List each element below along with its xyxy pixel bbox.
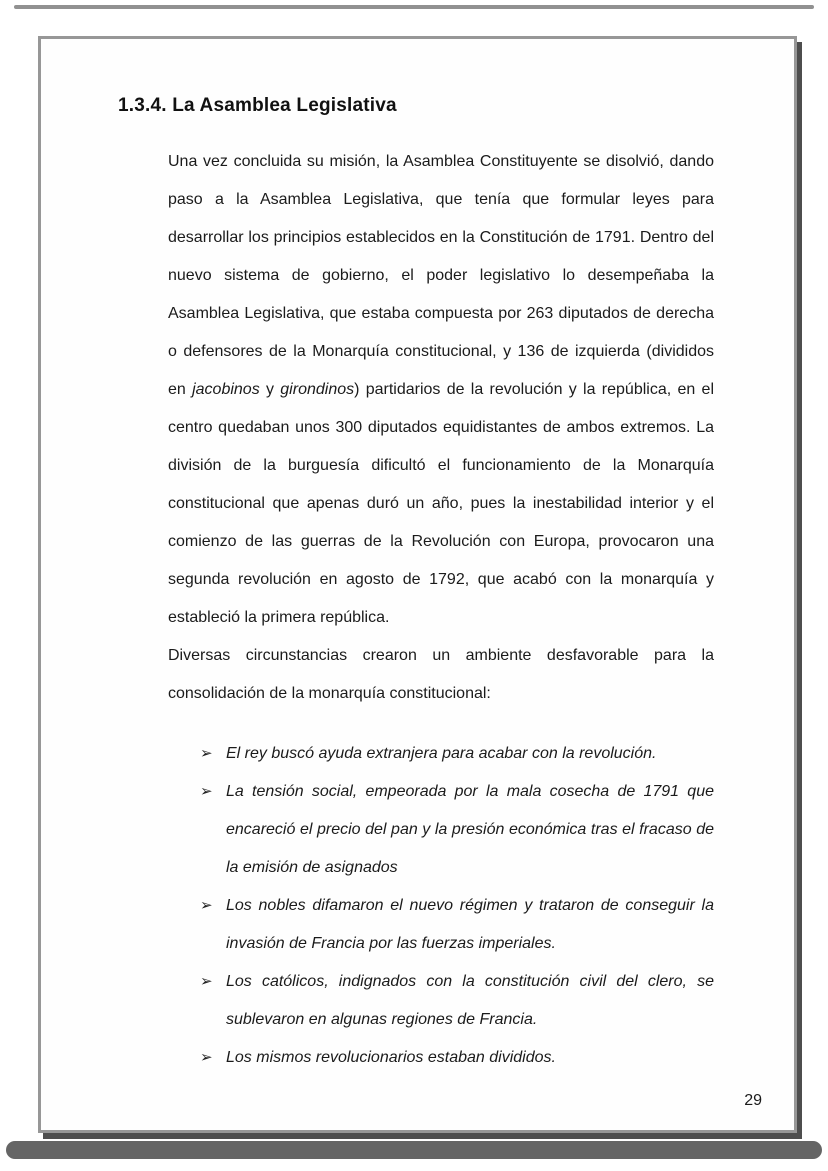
term-girondinos: girondinos bbox=[280, 381, 355, 398]
list-item bbox=[200, 735, 714, 773]
arrow-bullet-icon: ➢ bbox=[200, 783, 213, 800]
list-item bbox=[200, 963, 714, 1039]
list-item-text: Los nobles difamaron el nuevo régimen y trataron de conseguir la invasión de Francia por las fuerzas imperiales. bbox=[226, 897, 714, 952]
paragraph-1-text-b: ) partidarios de la revolución y la república, en el centro quedaban unos 300 diputados equidistantes de ambos extremos. La división de la burguesía dificultó el funcionamiento de la Monarquía constitucional que apenas duró un año, pues la inestabilidad interior y el comienzo de las guerras de la Revolución con Europa, provocaron una segunda revolución en agosto de 1792, que acabó con la monarquía y estableció la primera república. bbox=[168, 381, 714, 626]
page-number: 29 bbox=[744, 1092, 762, 1109]
term-jacobinos: jacobinos bbox=[192, 381, 260, 398]
list-item-text: El rey buscó ayuda extranjera para acabar con la revolución. bbox=[226, 745, 657, 762]
adjacent-page-edge-top bbox=[14, 5, 814, 9]
arrow-bullet-icon: ➢ bbox=[200, 1049, 213, 1066]
list-item-text: Los católicos, indignados con la constitución civil del clero, se sublevaron en algunas regiones de Francia. bbox=[226, 973, 714, 1028]
arrow-bullet-icon: ➢ bbox=[200, 745, 213, 762]
paragraph-1-text-a: Una vez concluida su misión, la Asamblea Constituyente se disolvió, dando paso a la Asamblea Legislativa, que tenía que formular leyes para desarrollar los principios establecidos en la Constitución de 1791. Dentro del nuevo sistema de gobierno, el poder legislativo lo desempeñaba la Asamblea Legislativa, que estaba compuesta por 263 diputados de derecha o defensores de la Monarquía constitucional, y 136 de izquierda (divididos en bbox=[168, 153, 714, 398]
paragraph-2: Diversas circunstancias crearon un ambiente desfavorable para la consolidación de la monarquía constitucional: bbox=[168, 647, 714, 702]
document-page bbox=[38, 36, 797, 1133]
bullet-list bbox=[200, 735, 714, 1077]
page-content bbox=[118, 95, 714, 1077]
paragraph-1 bbox=[168, 143, 714, 637]
list-item bbox=[200, 887, 714, 963]
list-item bbox=[200, 1039, 714, 1077]
list-item bbox=[200, 773, 714, 887]
arrow-bullet-icon: ➢ bbox=[200, 897, 213, 914]
paragraph-1-conjunction: y bbox=[259, 381, 281, 398]
list-item-text: Los mismos revolucionarios estaban divididos. bbox=[226, 1049, 556, 1066]
adjacent-page-edge-bottom bbox=[6, 1141, 822, 1159]
list-item-text: La tensión social, empeorada por la mala cosecha de 1791 que encareció el precio del pan y la presión económica tras el fracaso de la emisión de asignados bbox=[226, 783, 714, 876]
section-heading: 1.3.4. La Asamblea Legislativa bbox=[118, 95, 397, 116]
arrow-bullet-icon: ➢ bbox=[200, 973, 213, 990]
